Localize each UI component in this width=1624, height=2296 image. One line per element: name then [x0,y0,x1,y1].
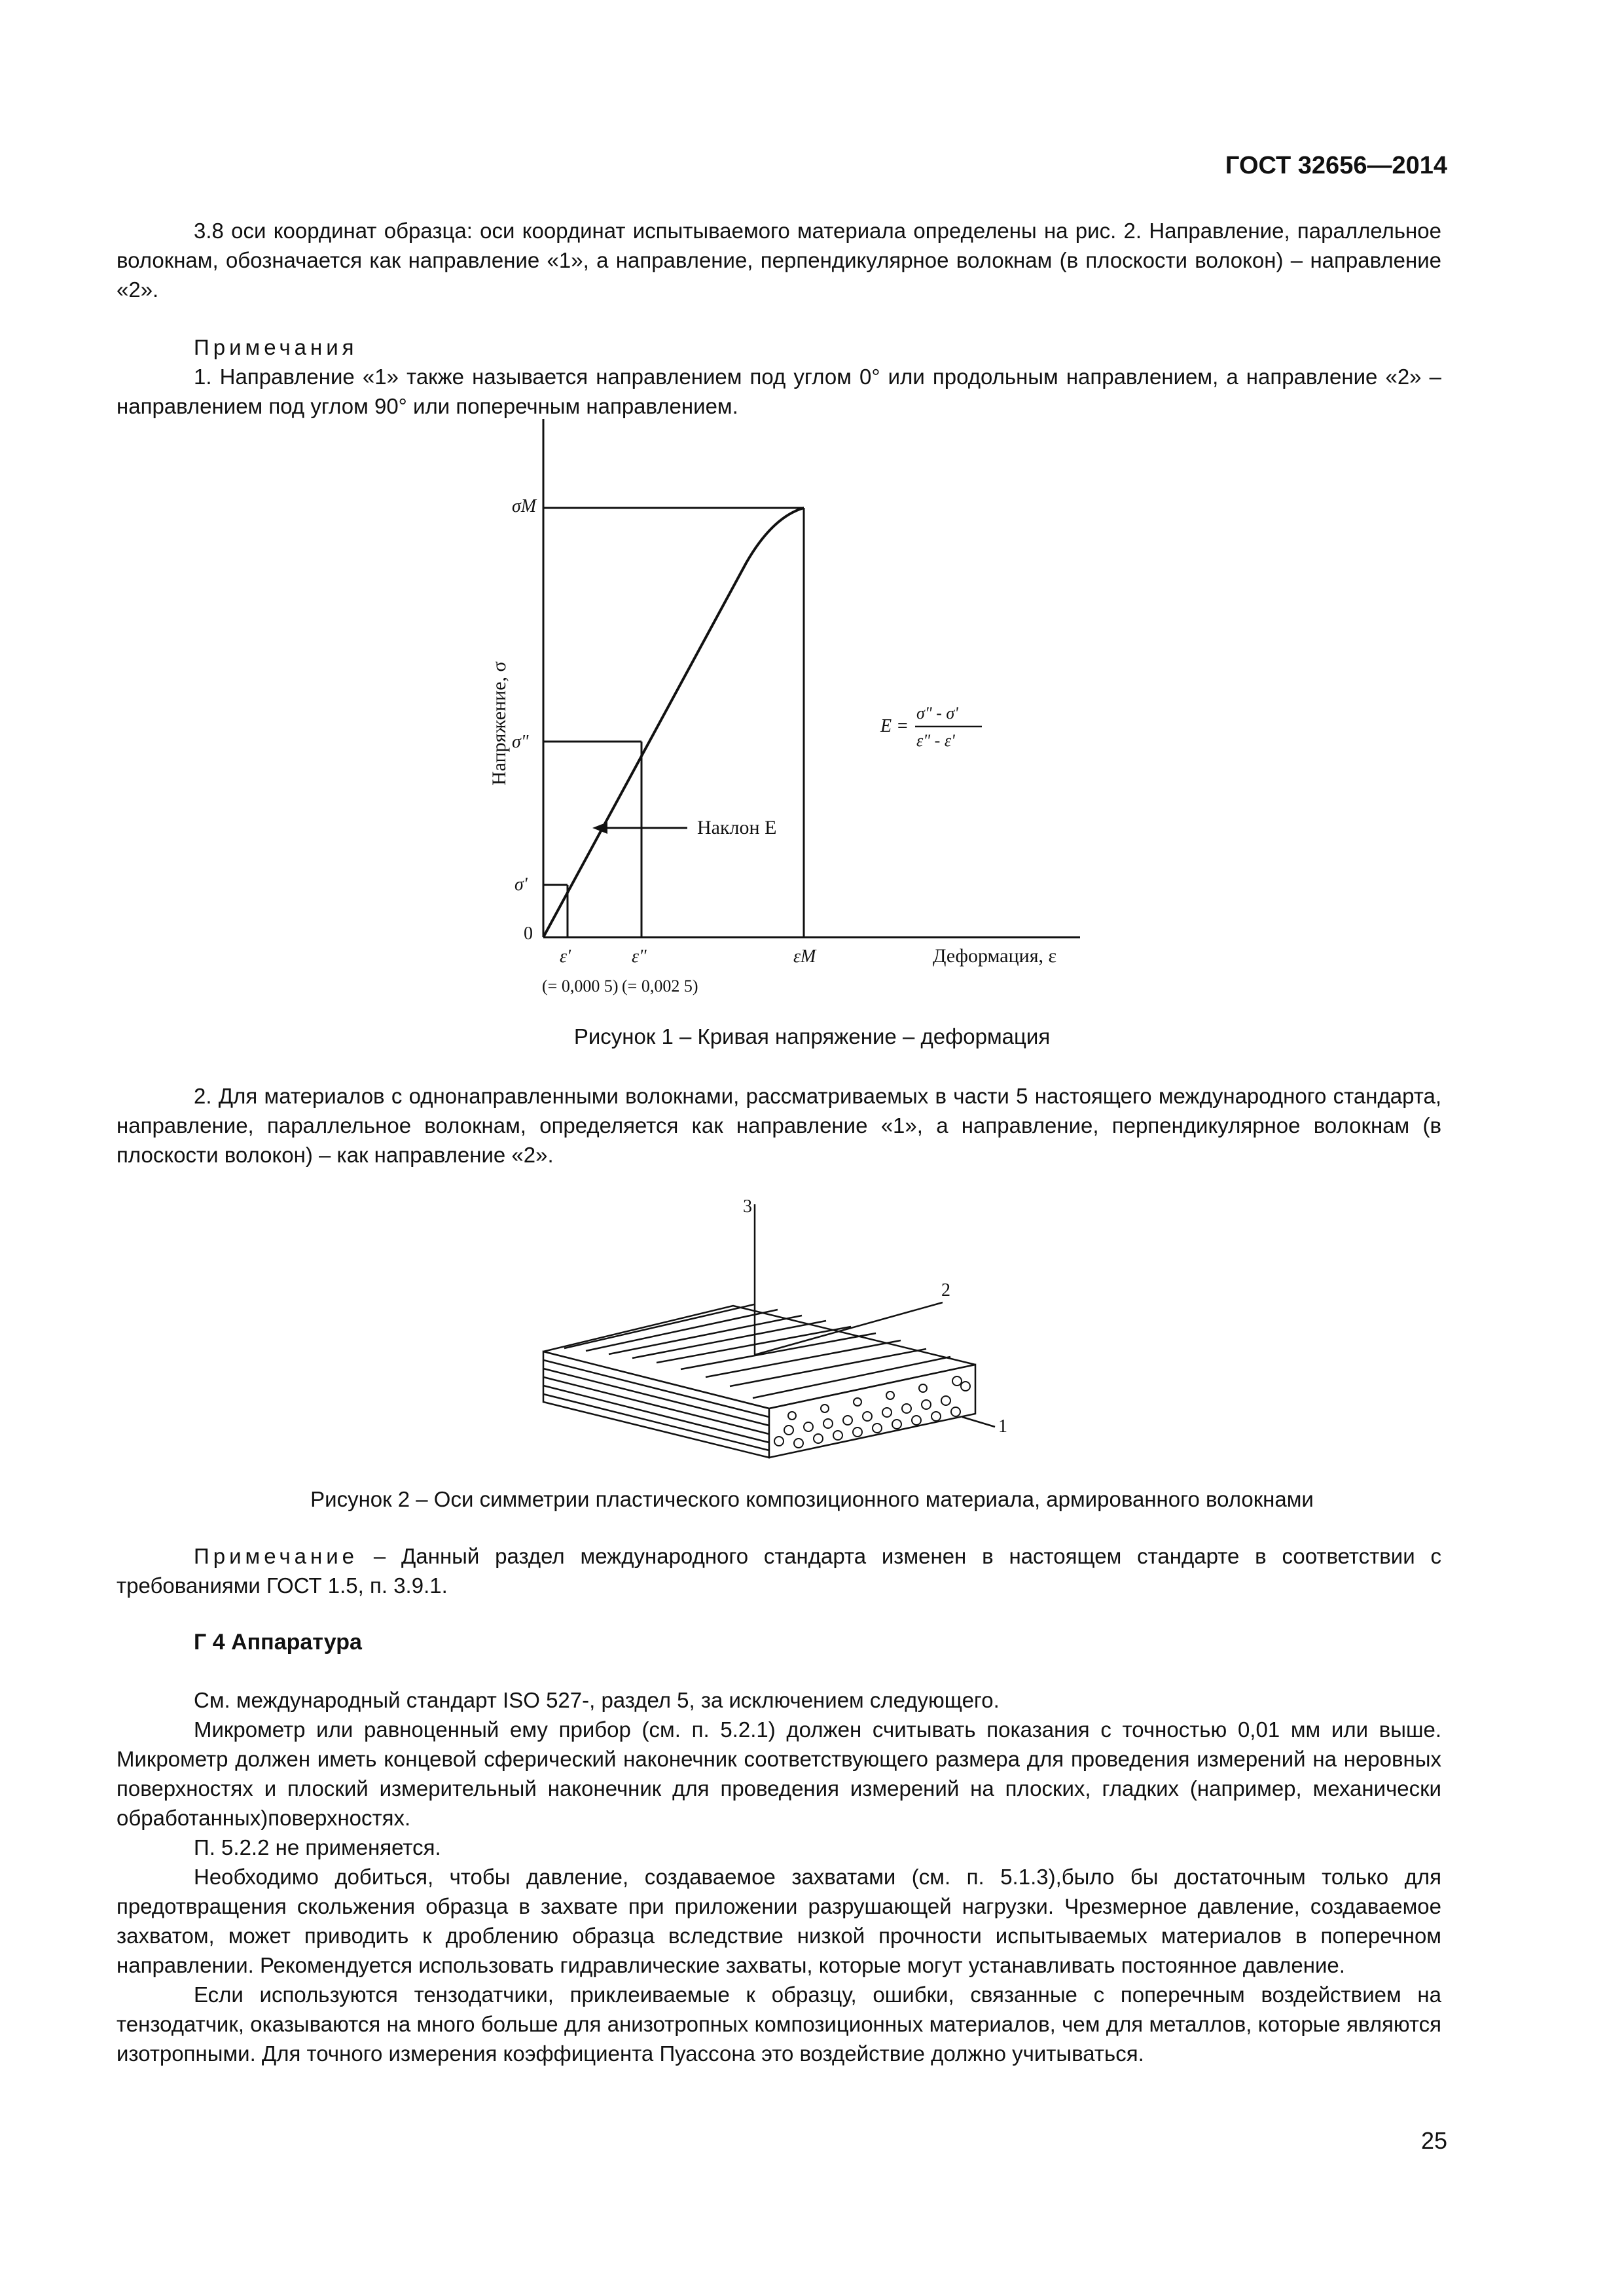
section-g4-heading: Г 4 Аппаратура [194,1630,362,1655]
page-number: 25 [1420,2127,1447,2154]
formula-denominator: ε" - ε' [916,731,955,750]
sigma-m-label: σM [512,496,537,516]
slope-label: Наклон E [697,817,777,838]
figure-1-caption: Рисунок 1 – Кривая напряжение – деформация [573,1024,1051,1049]
eps-d-value: (= 0,000 5) [542,977,619,996]
note-2: 2. Для материалов с однонаправленными волокнами, рассматриваемых в части 5 настоящего международного стандарта, направление, параллельное волокнам, определяется как направление «1», а направление, перпендикулярное волокнам (в плоскости волокон) – как направление «2». [117,1084,1441,1167]
g4-paragraph-2: Микрометр или равноценный ему прибор (см. п. 5.2.1) должен считывать показания с точностью 0,01 мм или выше. Микрометр должен иметь концевой сферический наконечник соответствующего размера для проведения измерений на неровных поверхностях и плоский измерительный наконечник для проведения измерений на плоских, гладких (например, механически обработанных)поверхностях. [117,1717,1441,1830]
eps-dd-label: ε" [632,946,647,967]
note-change-block [117,1541,1441,1600]
section-g4-body [117,1685,1441,2068]
notes-label: Примечания [194,335,358,359]
axis-1-line [962,1417,995,1427]
g4-paragraph-3: П. 5.2.2 не применяется. [194,1835,441,1859]
g4-paragraph-4: Необходимо добиться, чтобы давление, создаваемое захватами (см. п. 5.1.3),было бы достаточным только для предотвращения скольжения образца в захвате при приложении разрушающей нагрузки. Чрезмерное давление, создаваемое захватом, может приводить к дроблению образца вследствие низкой прочности испытываемых материалов в поперечном направлении. Рекомендуется использовать гидравлические захваты, которые могут устанавливать постоянное давление. [117,1865,1441,1977]
note-change-text: – Данный раздел международного стандарта изменен в настоящем стандарте в соответствии с требованиями ГОСТ 1.5, п. 3.9.1. [117,1544,1441,1598]
origin-label: 0 [524,924,533,944]
note-2-block [117,1081,1441,1170]
formula-lhs: E = [880,716,909,736]
y-axis-label: Напряжение, σ [488,661,510,785]
sigma-d-label: σ' [514,874,528,895]
modulus-formula [880,704,982,750]
formula-numerator: σ" - σ' [916,704,958,723]
figure-1-stress-strain-diagram [0,0,1624,1021]
g4-paragraph-1: См. международный стандарт ISO 527-, раздел 5, за исключением следующего. [194,1688,1000,1712]
axis-1-label: 1 [998,1416,1007,1437]
note-change [117,1541,1441,1600]
note-1: 1. Направление «1» также называется направлением под углом 0° или продольным направлением, а направление «2» – направлением под углом 90° или поперечным направлением. [117,365,1441,418]
paragraph-3-8: 3.8 оси координат образца: оси координат испытываемого материала определены на рис. 2. Направление, параллельное волокнам, обозначается как направление «1», а направление, перпендикулярное волокнам (в плоскости волокон) – направление «2». [117,219,1441,302]
sigma-dd-label: σ" [512,732,529,752]
eps-m-label: εM [793,946,816,967]
x-axis-label: Деформация, ε [933,945,1057,967]
document-header: ГОСТ 32656—2014 [1225,152,1447,179]
note-change-label: Примечание [194,1544,359,1568]
eps-d-label: ε' [560,946,571,967]
stress-strain-curve [543,508,804,937]
figure-2-composite-axes-diagram [0,1178,1624,1479]
eps-dd-value: (= 0,002 5) [622,977,698,996]
g4-paragraph-5: Если используются тензодатчики, приклеиваемые к образцу, ошибки, связанные с поперечным воздействием на тензодатчик, оказываются на много больше для анизотропных композиционных материалов, чем для металлов, которые являются изотропными. Для точного измерения коэффициента Пуассона это воздействие должно учитываться. [117,1982,1441,2066]
figure-2-caption: Рисунок 2 – Оси симметрии пластического композиционного материала, армированного волокнами [310,1487,1314,1511]
axis-2-label: 2 [941,1280,950,1300]
axis-3-label: 3 [743,1196,752,1217]
